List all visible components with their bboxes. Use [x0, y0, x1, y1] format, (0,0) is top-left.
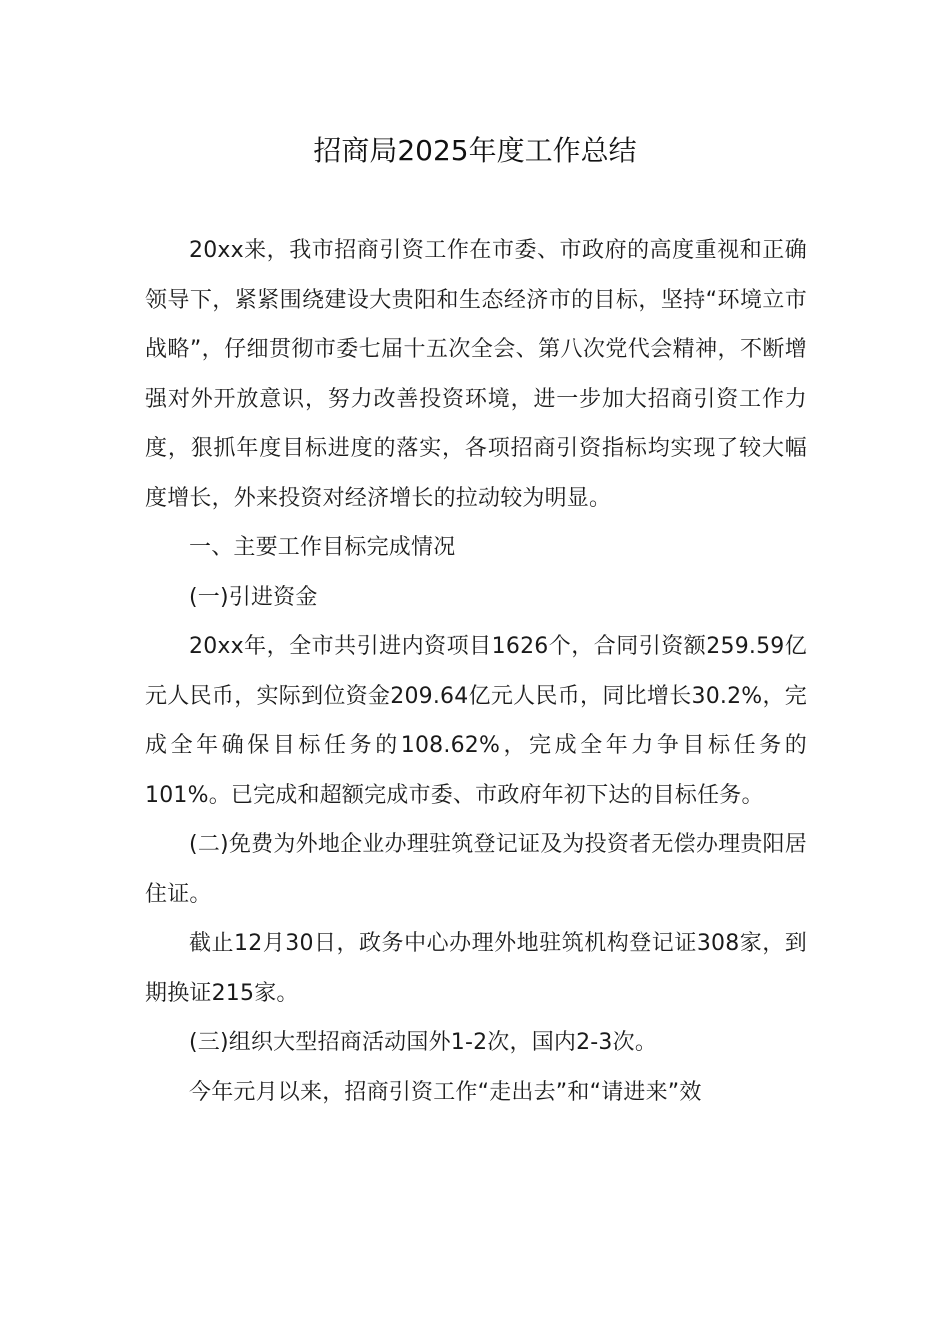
subsection-heading-3: (三)组织大型招商活动国外1-2次，国内2-3次。: [189, 1030, 658, 1055]
subsection-heading-2: (二)免费为外地企业办理驻筑登记证及为投资者无偿办理贵阳居住证。: [145, 832, 807, 907]
paragraph-activities: 今年元月以来，招商引资工作“走出去”和“请进来”效: [189, 1079, 702, 1105]
document-title: 招商局2025年度工作总结: [313, 134, 637, 167]
paragraph-intro: 20xx来，我市招商引资工作在市委、市政府的高度重视和正确领导下，紧紧围绕建设大贵阳和生态经济市的目标，坚持“环境立市战略”，仔细贯彻市委七届十五次全会、第八次党代会精神，不断增强对外开放意识，努力改善投资环境，进一步加大招商引资工作力度，狠抓年度目标进度的落实，各项招商引资指标均实现了较大幅度增长，外来投资对经济增长的拉动较为明显。: [145, 238, 807, 511]
subsection-heading-1: (一)引进资金: [189, 584, 318, 610]
document-body: [145, 226, 807, 1117]
section-heading-1: 一、主要工作目标完成情况: [189, 535, 456, 560]
paragraph-funds: 20xx年，全市共引进内资项目1626个，合同引资额259.59亿元人民币，实际到位资金209.64亿元人民币，同比增长30.2%，完成全年确保目标任务的108.62%，完成全年力争目标任务的101%。已完成和超额完成市委、市政府年初下达的目标任务。: [145, 634, 807, 808]
paragraph-registration: 截止12月30日，政务中心办理外地驻筑机构登记证308家，到期换证215家。: [145, 931, 807, 1006]
